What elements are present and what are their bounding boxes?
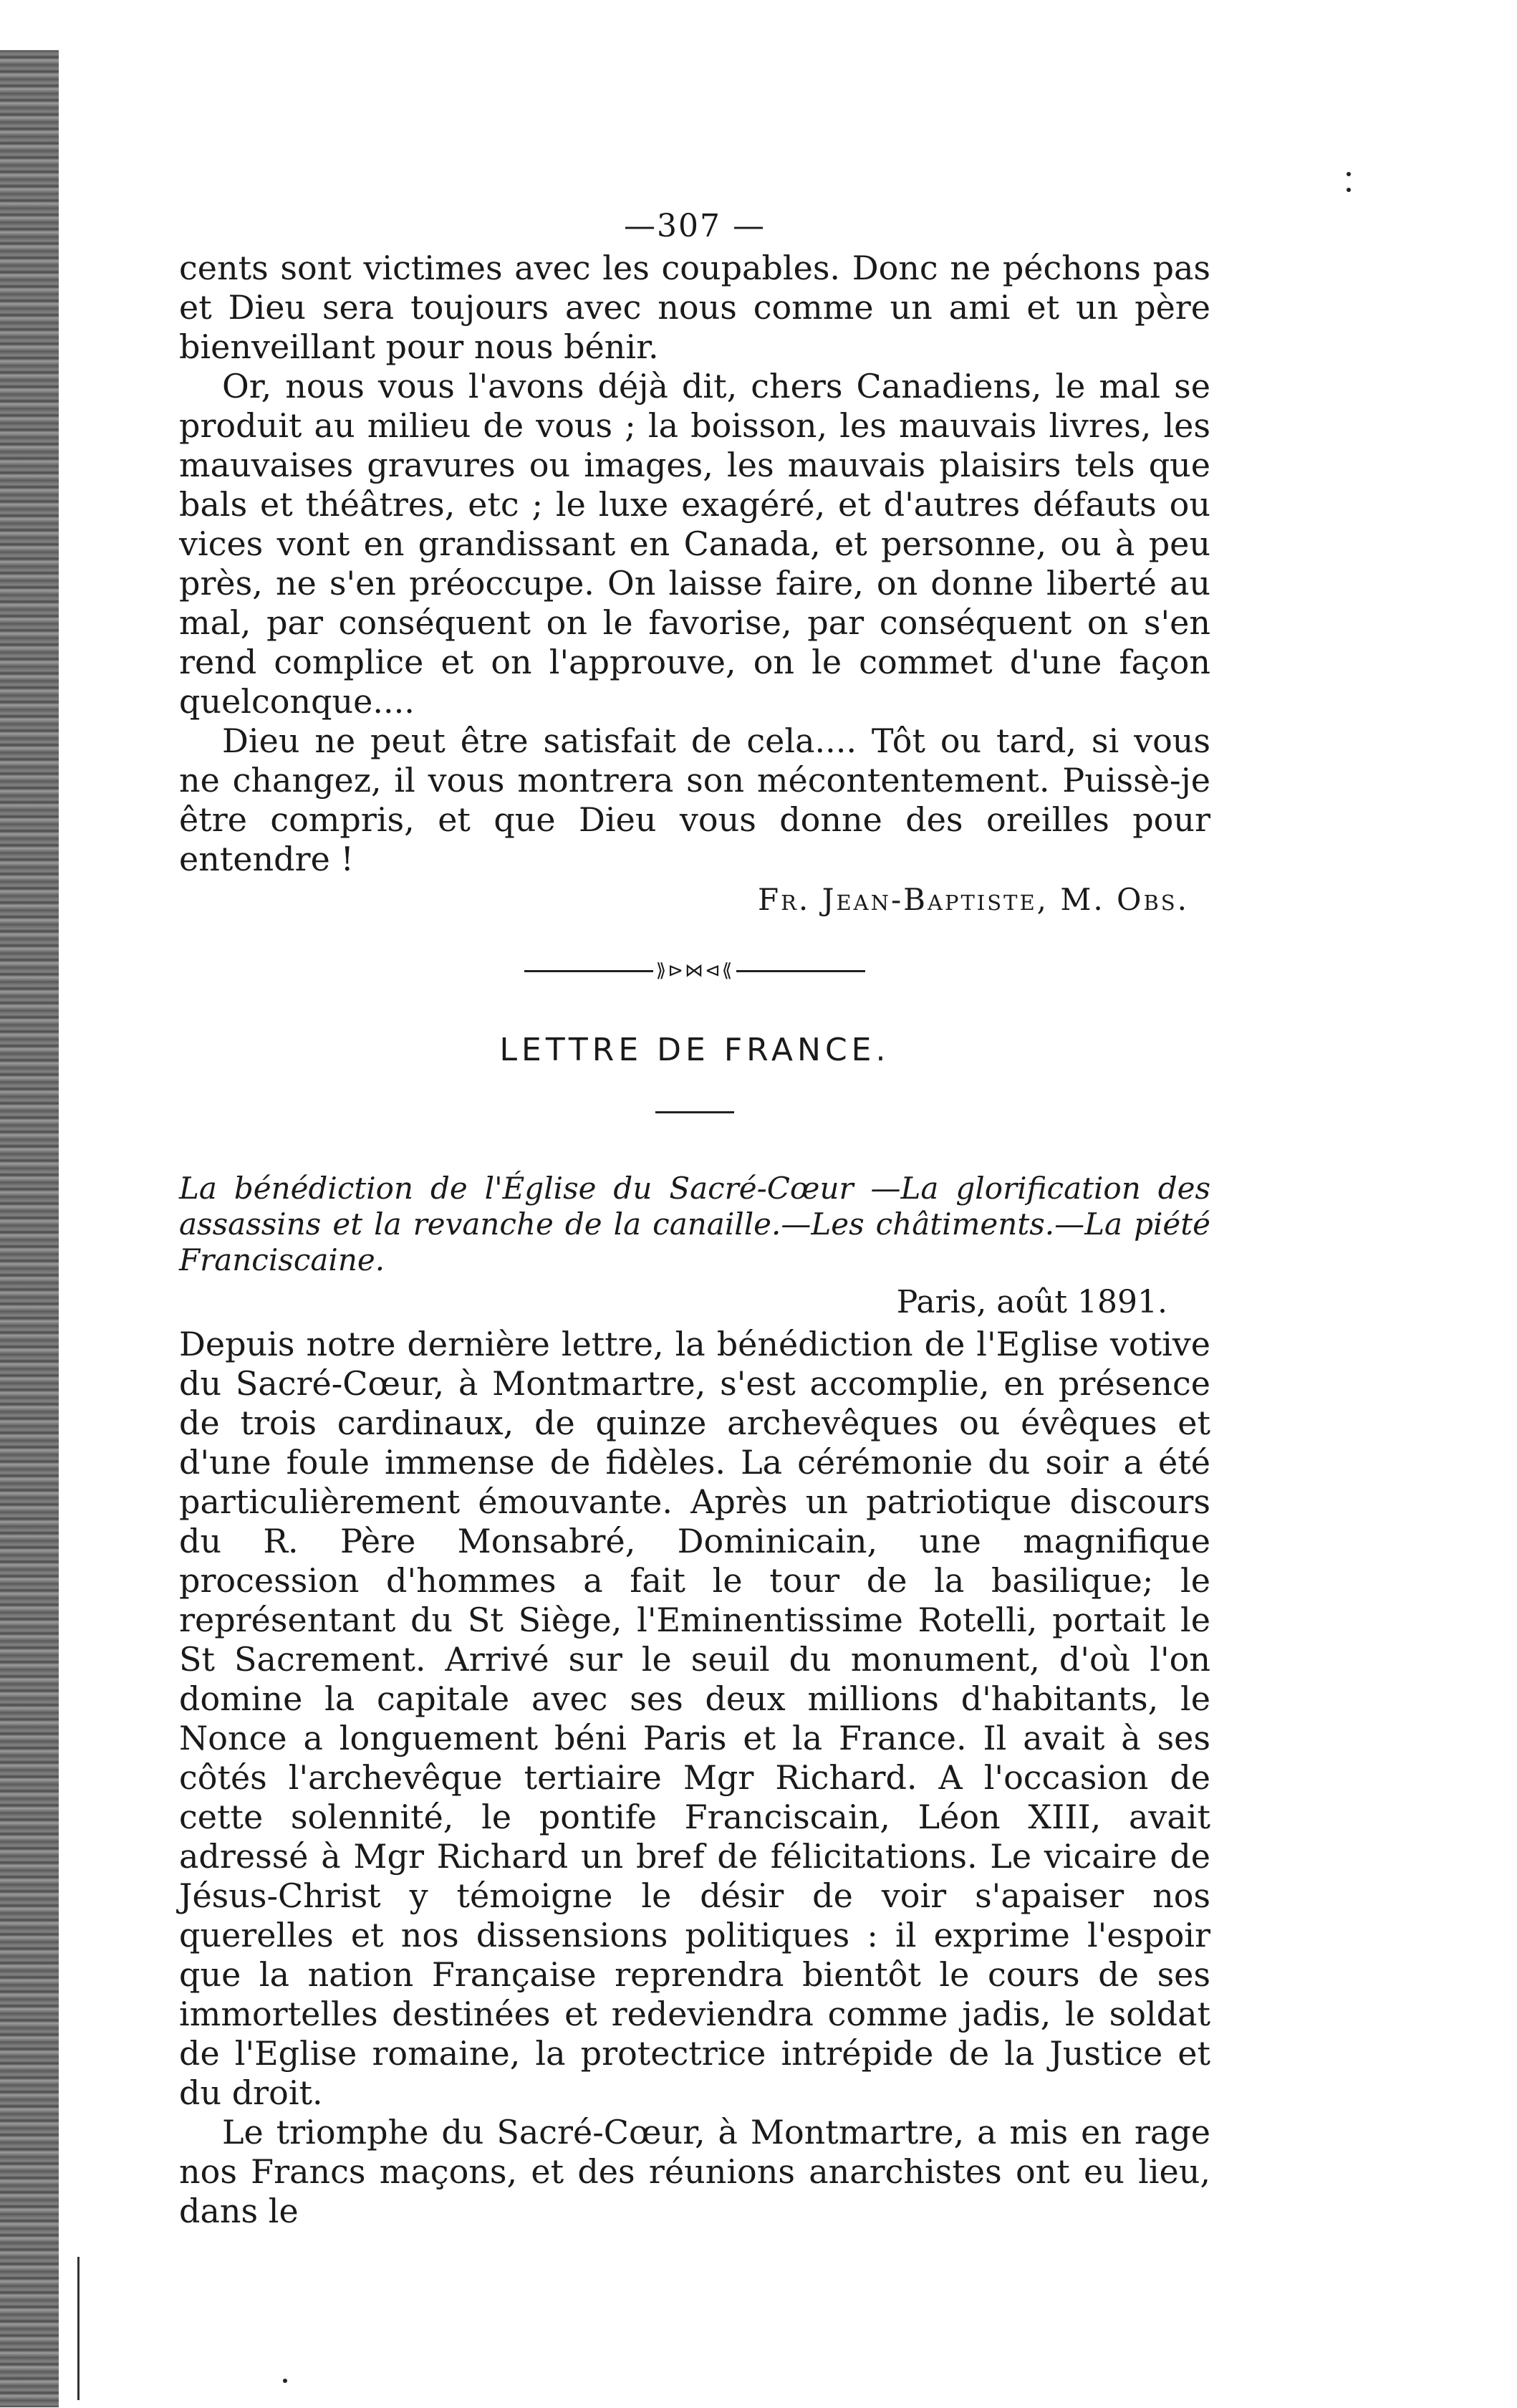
ink-speck [1347,172,1351,176]
signature: Fr. Jean-Baptiste, M. Obs. [757,882,1189,917]
section-title: LETTRE DE FRANCE. [499,1032,890,1068]
paragraph: Le triomphe du Sacré-Cœur, à Montmartre, a mis en rage nos Francs maçons, et des réunions anarchistes ont eu lieu, dans le [179,2113,1210,2230]
paragraph-continued: cents sont victimes avec les coupables. Donc ne péchons pas et Dieu sera toujours avec nous comme un ami et un père bienveillant pour nous bénir. [179,249,1210,366]
ink-speck [283,2379,287,2383]
page-number: —307 — [624,208,766,244]
dateline: Paris, août 1891. [896,1284,1167,1320]
binding-edge [0,50,59,2407]
paragraph: Dieu ne peut être satisfait de cela.... Tôt ou tard, si vous ne changez, il vous montrera son mécontentement. Puissè-je être compris, et que Dieu vous donne des oreilles pour entendre ! [179,721,1210,878]
ink-speck [1347,188,1351,192]
paragraph: Or, nous vous l'avons déjà dit, chers Canadiens, le mal se produit au milieu de vous ; la boisson, les mauvais livres, les mauvaises gravures ou images, les mauvais plaisirs tels que bals et théâtres, etc ; le luxe exagéré, et d'autres défauts ou vices vont en grandissant en Canada, et personne, ou à peu près, ne s'en préoccupe. On laisse faire, on donne liberté au mal, par conséquent on le favorise, par conséquent on s'en rend complice et on l'approuve, on le commet d'une façon quelconque.... [179,367,1210,721]
article-subtitle: La bénédiction de l'Église du Sacré-Cœur —La glorification des assassins et la revanche de la canaille.—Les châtiments.—La piété Franciscaine. [179,1171,1210,1277]
paragraph: Depuis notre dernière lettre, la bénédiction de l'Eglise votive du Sacré-Cœur, à Montmartre, s'est accomplie, en présence de trois cardinaux, de quinze archevêques ou évêques et d'une foule immense de fidèles. La cérémonie du soir a été particulièrement émouvante. Après un patriotique discours du R. Père Monsabré, Dominicain, une magnifique procession d'hommes a fait le tour de la basilique; le représentant du St Siège, l'Eminentissime Rotelli, portait le St Sacrement. Arrivé sur le seuil du monument, d'où l'on domine la capitale avec ses deux millions d'habitants, le Nonce a longuement béni Paris et la France. Il avait à ses côtés l'archevêque tertiaire Mgr Richard. A l'occasion de cette solennité, le pontife Franciscain, Léon XIII, avait adressé à Mgr Richard un bref de félicitations. Le vicaire de Jésus-Christ y témoigne le désir de voir s'apaiser nos querelles et nos dissensions politiques : il exprime l'espoir que la nation Française reprendra bientôt le cours de ses immortelles destinées et redeviendra comme jadis, le soldat de l'Eglise romaine, la protectrice intrépide de la Justice et du droit. [179,1325,1210,2112]
short-divider [655,1111,734,1113]
page [179,208,1210,2231]
ornamental-divider: ⟫⊳⋈⊲⟪ [179,960,1210,982]
binding-line [77,2257,80,2400]
